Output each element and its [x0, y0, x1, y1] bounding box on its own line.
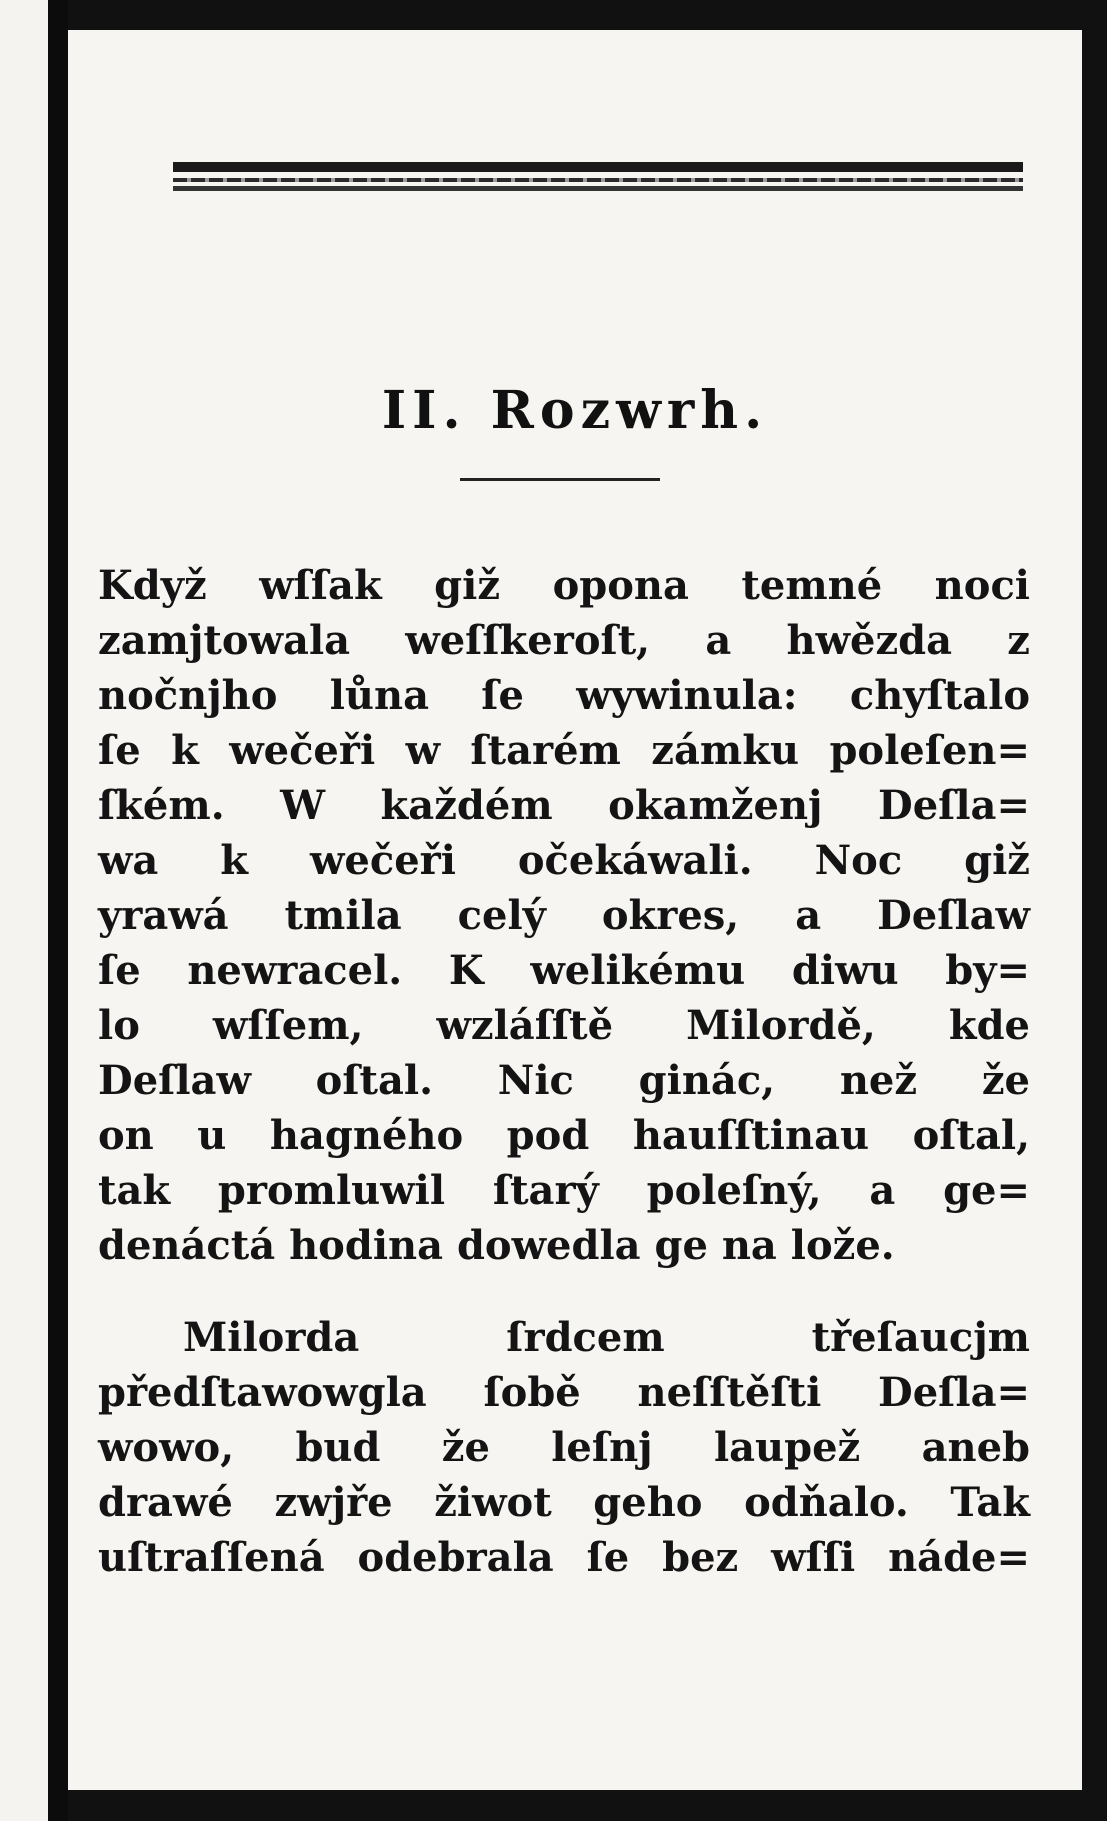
header-rule-thin — [173, 186, 1023, 191]
text-line: drawé zwjře žiwot geho odňalo. Tak — [98, 1479, 1030, 1526]
text-line: ſe newracel. K welikému diwu by= — [98, 947, 1030, 994]
scan-margin-light — [0, 0, 48, 1821]
heading-underline — [460, 478, 660, 481]
scan-margin-dark — [48, 0, 68, 1821]
text-line: denáctá hodina dowedla ge na lože. — [98, 1222, 895, 1269]
text-line: nočnjho lůna ſe wywinula: chyſtalo — [98, 672, 1030, 719]
chapter-heading: II. Rozwrh. — [381, 380, 769, 441]
text-line: uſtraſſená odebrala ſe bez wſſi náde= — [98, 1534, 1030, 1581]
text-line: ſkém. W každém okamženj Deſla= — [98, 782, 1030, 829]
book-page — [68, 30, 1082, 1790]
text-line: zamjtowala weſſkeroſt, a hwězda z — [98, 617, 1030, 664]
text-line: Když wſſak giž opona temné noci — [98, 562, 1030, 609]
paragraph-2 — [98, 1310, 1030, 1585]
text-line: Deſlaw oſtal. Nic ginác, než že — [98, 1057, 1030, 1104]
text-line: předſtawowgla ſobě neſſtěſti Deſla= — [98, 1369, 1030, 1416]
text-line: wa k wečeři očekáwali. Noc giž — [98, 837, 1030, 884]
text-line: tak promluwil ſtarý poleſný, a ge= — [98, 1167, 1030, 1214]
text-line: ſe k wečeři w ſtarém zámku poleſen= — [98, 727, 1030, 774]
header-rule-heavy — [173, 162, 1023, 172]
text-line: Milorda ſrdcem třeſaucjm — [183, 1314, 1030, 1361]
text-line: yrawá tmila celý okres, a Deſlaw — [98, 892, 1030, 939]
text-line: on u hagného pod hauſſtinau oſtal, — [98, 1112, 1030, 1159]
header-rule-dashed — [173, 178, 1023, 182]
text-line: wowo, bud že leſnj laupež aneb — [98, 1424, 1030, 1471]
text-line: lo wſſem, wzláſſtě Milordě, kde — [98, 1002, 1030, 1049]
paragraph-1 — [98, 558, 1030, 1273]
